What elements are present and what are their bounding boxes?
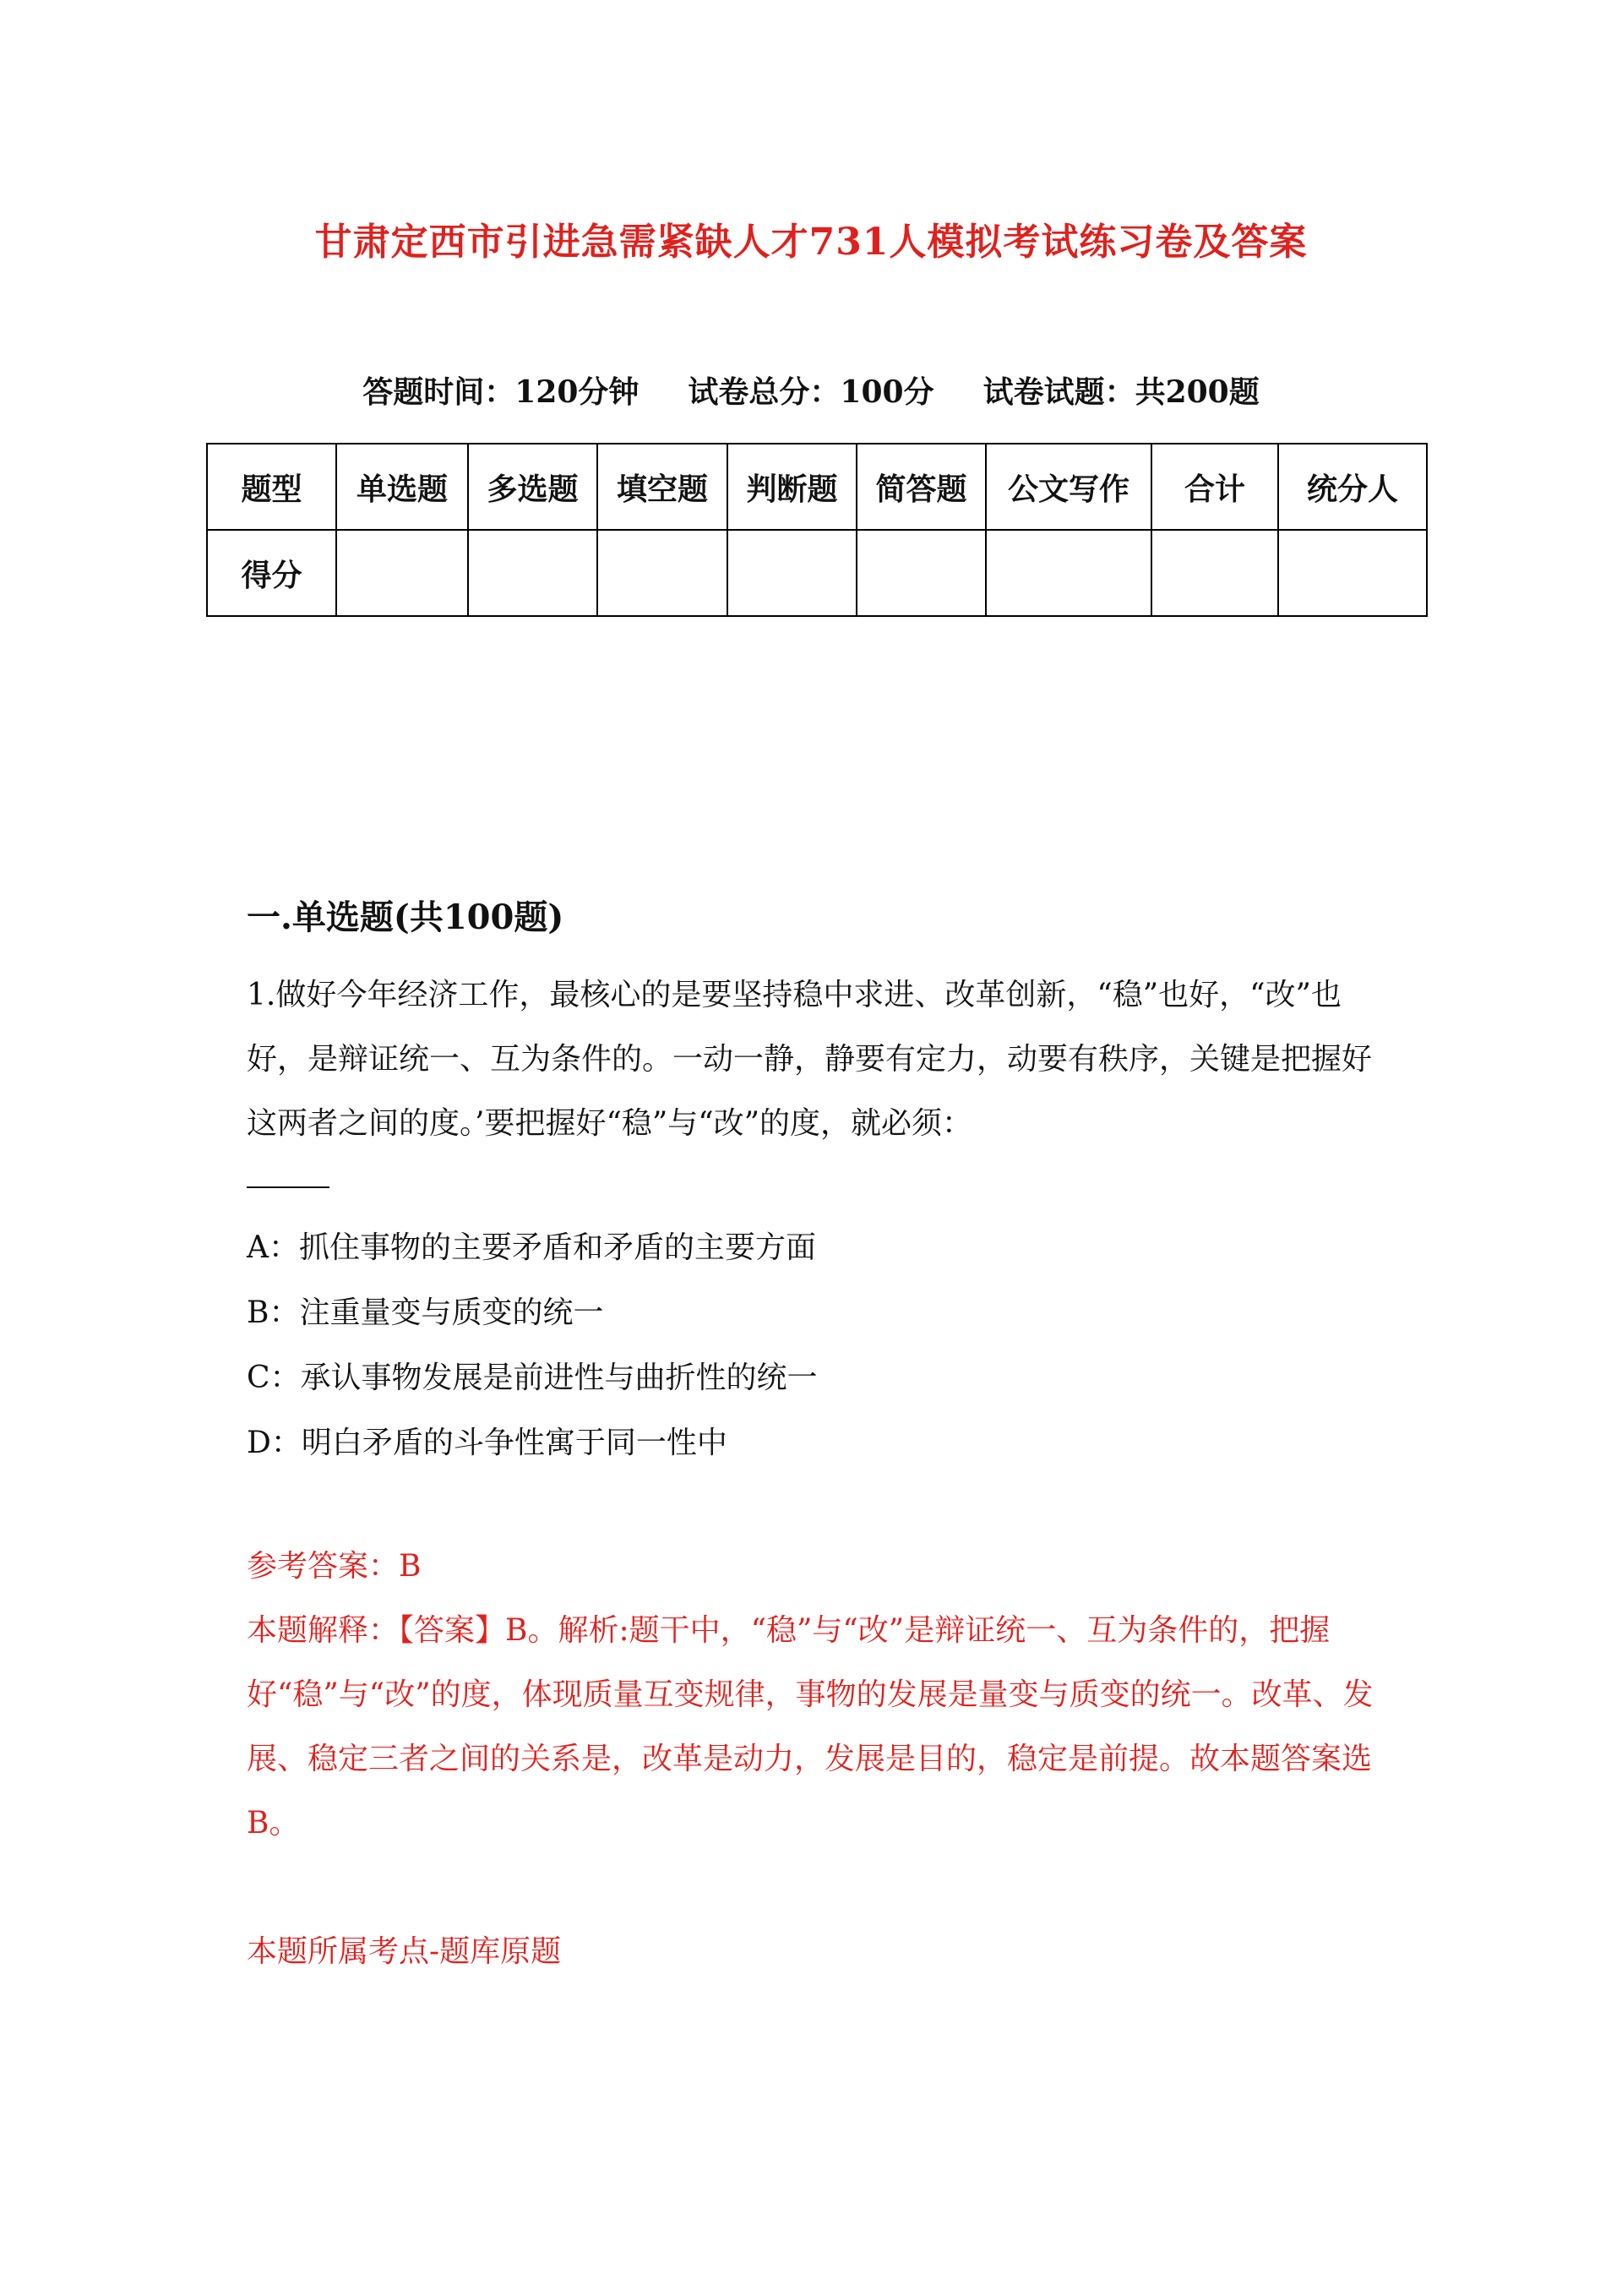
exam-info xyxy=(0,368,1622,412)
reference-answer: 参考答案：B xyxy=(247,1549,422,1584)
score-cell xyxy=(727,530,857,616)
option-b: B：注重量变与质变的统一 xyxy=(247,1295,604,1330)
score-cell xyxy=(597,530,727,616)
header-cell-scorer: 统分人 xyxy=(1278,444,1427,530)
header-cell-type: 题型 xyxy=(207,444,336,530)
score-table xyxy=(206,443,1428,617)
question-topic: 本题所属考点-题库原题 xyxy=(247,1934,562,1969)
option-d: D：明白矛盾的斗争性寓于同一性中 xyxy=(247,1426,727,1460)
option-c: C：承认事物发展是前进性与曲折性的统一 xyxy=(247,1361,818,1395)
score-table-score-row xyxy=(207,530,1427,616)
header-cell-short-answer: 简答题 xyxy=(857,444,986,530)
answer-blank-line xyxy=(247,1186,329,1188)
exam-total-score: 试卷总分：100分 xyxy=(688,374,934,410)
score-table-header-row xyxy=(207,444,1427,530)
score-cell xyxy=(1151,530,1278,616)
score-cell xyxy=(857,530,986,616)
header-cell-total: 合计 xyxy=(1151,444,1278,530)
option-a: A：抓住事物的主要矛盾和矛盾的主要方面 xyxy=(247,1230,816,1265)
exam-question-count: 试卷试题：共200题 xyxy=(982,374,1260,410)
header-cell-multiple-choice: 多选题 xyxy=(468,444,597,530)
page-title: 甘肃定西市引进急需紧缺人才731人模拟考试练习卷及答案 xyxy=(314,221,1308,264)
header-cell-official-writing: 公文写作 xyxy=(986,444,1151,530)
header-cell-fill-blank: 填空题 xyxy=(597,444,727,530)
answer-explanation: 本题解释：【答案】B。解析:题干中，“稳”与“改”是辩证统一、互为条件的，把握好“稳”与“改”的度，体现质量互变规律，事物的发展是量变与质变的统一。改革、发展、稳定三者之间的关系是，改革是动力，发展是目的，稳定是前提。故本题答案选B。 xyxy=(247,1613,1374,1841)
header-cell-true-false: 判断题 xyxy=(727,444,857,530)
header-cell-single-choice: 单选题 xyxy=(336,444,468,530)
score-cell xyxy=(986,530,1151,616)
score-cell xyxy=(468,530,597,616)
question-options xyxy=(247,1215,1379,1475)
exam-time: 答题时间：120分钟 xyxy=(362,374,640,410)
score-cell xyxy=(336,530,468,616)
score-cell xyxy=(1278,530,1427,616)
score-row-label: 得分 xyxy=(207,530,336,616)
question-text: 1.做好今年经济工作，最核心的是要坚持稳中求进、改革创新，“稳”也好，“改”也好，是辩证统一、互为条件的。一动一静，静要有定力，动要有秩序，关键是把握好这两者之间的度。’要把握好“稳”与“改”的度，就必须： xyxy=(247,978,1373,1141)
section-heading: 一.单选题(共100题) xyxy=(247,897,564,937)
